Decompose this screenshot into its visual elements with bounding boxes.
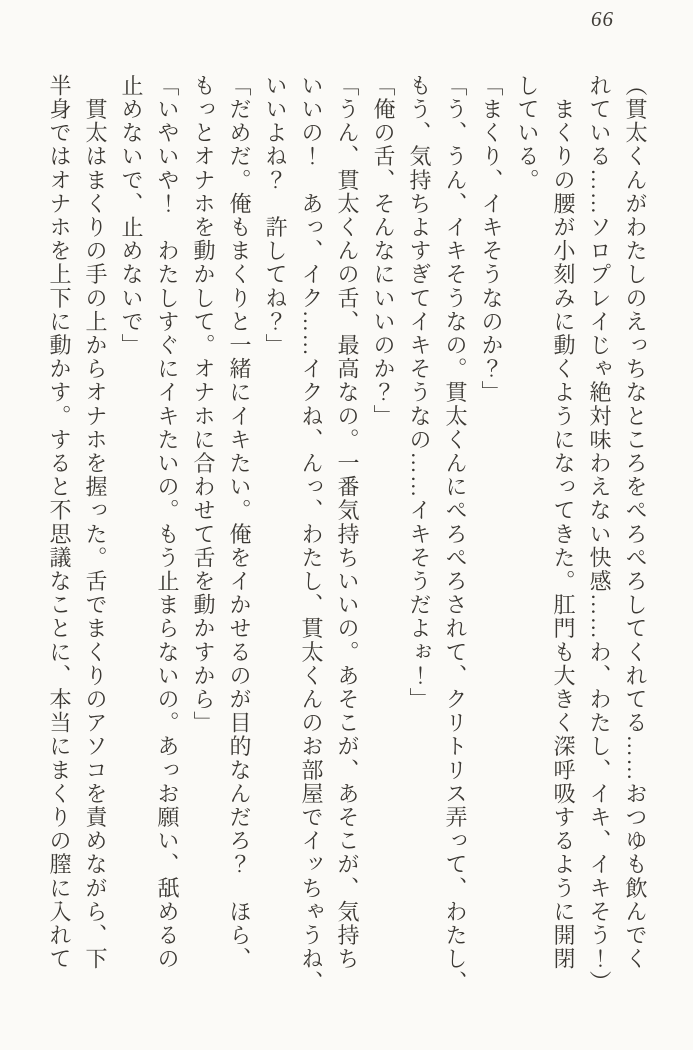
text-line: 止めないで、止めないで」: [119, 74, 144, 358]
text-line: 「うん、貫太くんの舌、最高なの。一番気持ちいいの。あそこが、あそこが、気持ち: [335, 74, 360, 971]
text-line: 「いやいや！ わたしすぐにイキたいの。もう止まらないの。あっお願い、舐めるの: [155, 74, 180, 971]
page-number: 66: [591, 7, 614, 31]
text-line: 「だめだ。俺もまくりと一緒にイキたい。俺をイかせるのが目的なんだろ？ ほら、: [227, 74, 252, 971]
text-line: 「俺の舌、そんなにいいのか？」: [371, 74, 396, 428]
text-block: [41, 74, 653, 1014]
text-line: 半身ではオナホを上下に動かす。すると不思議なことに、本当にまくりの膣に入れて: [47, 74, 72, 971]
text-line: （貫太くんがわたしのえっちなところをぺろぺろしてくれてる……おつゆも飲んでく: [623, 74, 648, 971]
text-line: いいの！ あっ、イク……イクね、んっ、わたし、貫太くんのお部屋でイッちゃうね、: [299, 74, 324, 995]
text-line: 「う、うん、イキそうなの。貫太くんにぺろぺろされて、クリトリス弄って、わたし、: [443, 74, 468, 995]
text-line: いいよね？ 許してね？」: [263, 74, 288, 358]
text-line: まくりの腰が小刻みに動くようになってきた。肛門も大きく深呼吸するように開閉: [551, 74, 576, 971]
text-line: れている……ソロプレイじゃ絶対味わえない快感……わ、わたし、イキ、イキそう！）: [587, 74, 612, 995]
text-line: 貫太はまくりの手の上からオナホを握った。舌でまくりのアソコを責めながら、下: [83, 74, 108, 971]
text-line: している。: [515, 74, 540, 192]
text-line: もっとオナホを動かして。オナホに合わせて舌を動かすから」: [191, 74, 216, 735]
text-line: 「まくり、イキそうなのか？」: [479, 74, 504, 405]
text-line: もう、気持ちよすぎてイキそうなの……イキそうだよぉ！」: [407, 74, 432, 712]
